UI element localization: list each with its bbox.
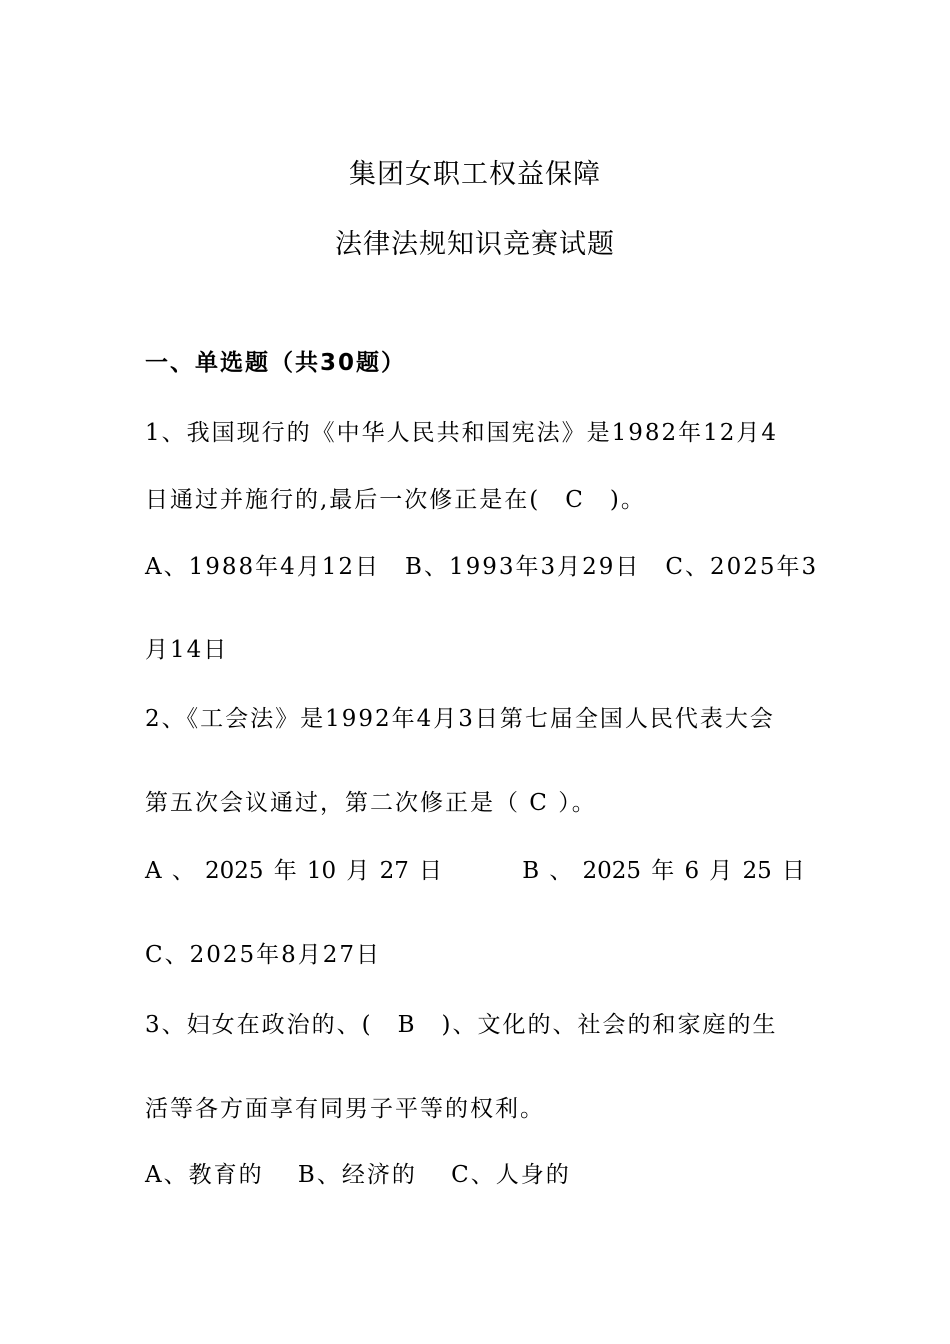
question-3-stem-line-1: 3、妇女在政治的、( B )、文化的、社会的和家庭的生: [145, 1012, 778, 1038]
question-2-stem-line-1: 2、《工会法》是1992年4月3日第七届全国人民代表大会: [145, 706, 775, 732]
option-token: 日: [419, 858, 443, 884]
option-token: 、: [549, 858, 573, 884]
section-heading: 一、单选题（共30题）: [145, 350, 407, 376]
question-1-stem-line-2: 日通过并施行的,最后一次修正是在( C )。: [145, 487, 646, 513]
question-2-options-line-2: C、2025年8月27日: [145, 942, 382, 968]
option-token: 月: [346, 858, 370, 884]
option-token: 年: [651, 858, 675, 884]
option-token: 年: [273, 858, 297, 884]
question-3-stem-line-2: 活等各方面享有同男子平等的权利。: [145, 1096, 545, 1122]
option-token: 6: [684, 858, 700, 884]
option-token: 2025: [205, 858, 264, 884]
question-2-stem-line-2: 第五次会议通过，第二次修正是（ C ）。: [145, 790, 597, 816]
option-token: 25: [742, 858, 772, 884]
option-token: 、: [171, 858, 195, 884]
question-2-options-line-1: [145, 856, 805, 886]
option-token: 27: [379, 858, 409, 884]
question-1-options-line-1: A、1988年4月12日 B、1993年3月29日 C、2025年3: [145, 554, 819, 580]
question-1-stem-line-1: 1、我国现行的《中华人民共和国宪法》是1982年12月4: [145, 420, 779, 446]
option-token: 10: [306, 858, 337, 884]
document-title-line-1: 集团女职工权益保障: [349, 159, 601, 190]
option-token: 2025: [582, 858, 642, 884]
document-title-line-2: 法律法规知识竞赛试题: [335, 229, 615, 260]
question-1-options-line-2: 月14日: [145, 637, 229, 663]
question-3-options-line-1: A、教育的 B、经济的 C、人身的: [145, 1162, 571, 1188]
option-token: 日: [781, 858, 805, 884]
option-token: 月: [709, 858, 733, 884]
option-token: B: [522, 858, 540, 884]
option-token: A: [145, 858, 162, 884]
